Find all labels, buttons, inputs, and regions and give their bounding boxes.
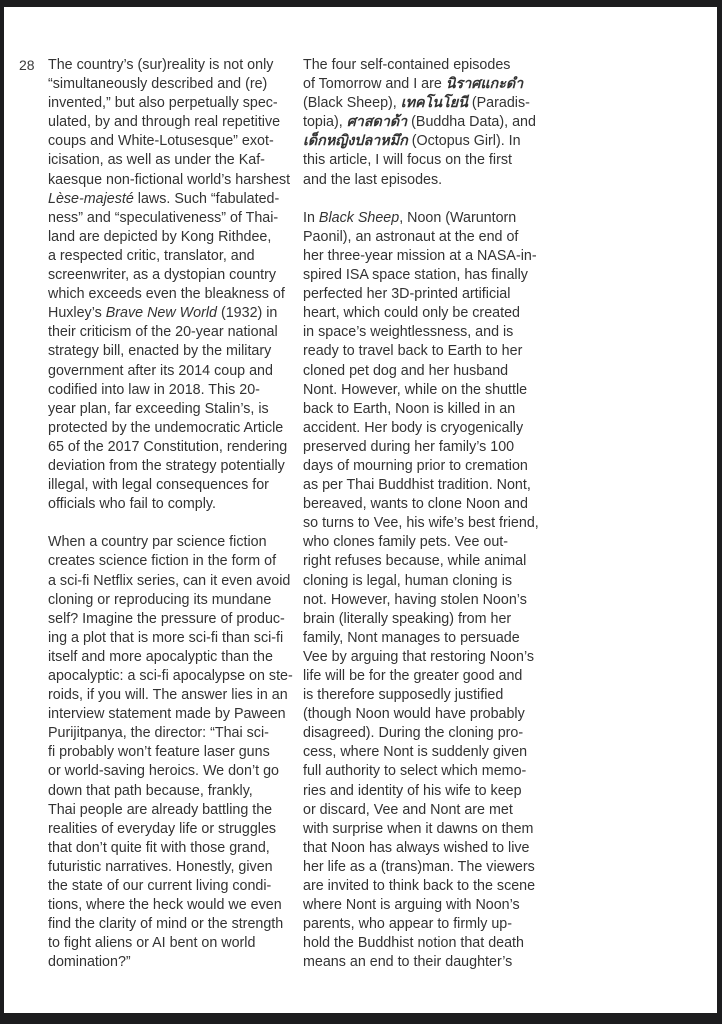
text-line: officials who fail to comply. [48,496,216,513]
text-line: ries and identity of his wife to keep [303,782,522,799]
text-line: cess, where Nont is suddenly given [303,744,528,761]
text-line: futuristic narratives. Honestly, given [48,858,273,875]
text-line: not. However, having stolen Noon’s [303,591,527,608]
text-line: or discard, Vee and Nont are met [303,801,513,818]
text-line: land are depicted by Kong Rithdee, [48,228,272,245]
text-line: days of mourning prior to cremation [303,457,528,474]
text-line: right refuses because, while animal [303,553,527,570]
text-line: life will be for the greater good and [303,668,523,684]
text-run: (Black Sheep), [303,95,401,112]
right-column [303,56,553,973]
text-line: “simultaneously described and (re) [48,76,268,93]
text-line: itself and more apocalyptic than the [48,648,273,665]
text-line: cloned pet dog and her husband [303,362,509,379]
text-run: Huxley’s [48,305,106,322]
text-line: preserved during her family’s 100 [303,438,515,455]
text-run: of Tomorrow and I are [303,76,446,93]
text-line: that Noon has always wished to live [303,839,530,856]
text-line: hold the Buddhist notion that death [303,935,524,952]
paragraph [303,56,553,190]
text-line: The four self-contained episodes [303,57,511,73]
text-run: , Noon (Waruntorn [399,209,517,226]
text-line: self? Imagine the pressure of produc- [48,610,285,627]
text-line: The country’s (sur)reality is not only [48,57,274,73]
text-line: domination?” [48,954,131,971]
text-line: Thai people are already battling the [48,801,273,818]
paragraph-gap [303,190,553,209]
text-line: kaesque non-fictional world’s harshest [48,171,291,188]
thai-title: เทคโนโยนี [400,95,468,112]
text-line: screenwriter, as a dystopian country [48,267,277,284]
text-line: cloning is legal, human cloning is [303,572,513,589]
text-line: illegal, with legal consequences for [48,477,269,494]
text-line: Vee by arguing that restoring Noon’s [303,648,535,665]
paragraph [48,533,298,972]
document-page [4,7,717,1013]
text-line: fi probably won’t feature laser guns [48,744,270,761]
text-line: Nont. However, while on the shuttle [303,381,528,398]
text-line: her life as a (trans)man. The viewers [303,858,535,875]
text-line: (though Noon would have probably [303,706,525,723]
text-line: back to Earth, Noon is killed in an [303,400,516,417]
text-line: accident. Her body is cryogenically [303,419,524,436]
text-line [303,113,553,132]
paragraph [48,56,298,514]
text-line: brain (literally speaking) from her [303,610,512,627]
text-line: bereaved, wants to clone Noon and [303,496,528,513]
italic-text: Black Sheep [318,209,400,226]
text-run: (Paradis- [467,95,530,112]
text-line: year plan, far exceeding Stalin’s, is [48,400,269,417]
text-line: is therefore supposedly justified [303,687,504,704]
thai-title: เด็กหญิงปลาหมึก [303,133,408,150]
text-line: disagreed). During the cloning pro- [303,725,524,742]
page-number: 28 [19,57,35,73]
text-run: laws. Such “fabulated- [133,190,280,207]
paragraph-gap [48,514,298,533]
thai-title: ศาสดาด้า [346,114,408,131]
left-column [48,56,298,973]
text-line: as per Thai Buddhist tradition. Nont, [303,477,531,494]
text-line: find the clarity of mind or the strength [48,916,284,933]
text-line: strategy bill, enacted by the military [48,343,272,360]
text-line: so turns to Vee, his wife’s best friend, [303,515,539,532]
text-line: where Nont is arguing with Noon’s [303,897,520,914]
text-run: In [303,209,319,226]
text-line: her three-year mission at a NASA-in- [303,247,537,264]
text-line: ready to travel back to Earth to her [303,343,523,360]
text-line: Purijitpanya, the director: “Thai sci- [48,725,269,742]
text-line: who clones family pets. Vee out- [303,534,509,551]
text-line: codified into law in 2018. This 20- [48,381,260,398]
text-line: government after its 2014 coup and [48,362,273,379]
text-line [48,304,298,323]
text-line: ness” and “speculativeness” of Thai- [48,209,279,226]
text-line: protected by the undemocratic Article [48,419,284,436]
text-line: ing a plot that is more sci-fi than sci-fi [48,629,284,646]
text-run: topia), [303,114,347,131]
text-line: are invited to think back to the scene [303,878,536,895]
text-line: to fight aliens or AI bent on world [48,935,256,952]
text-line: with surprise when it dawns on them [303,820,534,837]
text-line: invented,” but also perpetually spec- [48,95,278,112]
text-line [303,209,553,228]
text-line: interview statement made by Paween [48,706,286,723]
text-line: apocalyptic: a sci-fi apocalypse on ste- [48,668,293,684]
text-line: Paonil), an astronaut at the end of [303,228,519,245]
text-line: full authority to select which memo- [303,763,527,780]
text-line: cloning or reproducing its mundane [48,591,272,608]
paragraph [303,209,553,973]
text-run: (1932) in [216,305,278,322]
text-line: perfected her 3D-printed artificial [303,286,511,303]
text-line: and the last episodes. [303,171,443,188]
text-line: roids, if you will. The answer lies in an [48,687,288,704]
text-line: a respected critic, translator, and [48,247,255,264]
text-line: a sci-fi Netflix series, can it even avoid [48,572,291,589]
text-line: 65 of the 2017 Constitution, rendering [48,438,288,455]
text-line: down that path because, frankly, [48,782,253,799]
text-line: coups and White-Lotusesque” exot- [48,133,274,150]
text-line: means an end to their daughter’s [303,954,513,971]
text-line: in space’s weightlessness, and is [303,324,514,341]
text-line: When a country par science fiction [48,534,267,551]
text-line: spired ISA space station, has finally [303,267,528,284]
text-line: that don’t quite fit with those grand, [48,839,270,856]
text-line: heart, which could only be created [303,305,520,322]
text-line: this article, I will focus on the first [303,152,512,169]
text-line [48,190,298,209]
text-line: icisation, as well as under the Kaf- [48,152,265,169]
text-run: (Buddha Data), and [407,114,536,131]
text-line [303,132,553,151]
text-line: their criticism of the 20-year national [48,324,278,341]
text-run: (Octopus Girl). In [407,133,521,150]
thai-title: นิราศแกะดำ [445,76,524,93]
text-line: realities of everyday life or struggles [48,820,277,837]
text-line: or world-saving heroics. We don’t go [48,763,279,780]
text-line: creates science fiction in the form of [48,553,277,570]
text-line: deviation from the strategy potentially [48,457,285,474]
text-line: ulated, by and through real repetitive [48,114,281,131]
text-line: family, Nont manages to persuade [303,629,520,646]
text-line: which exceeds even the bleakness of [48,286,285,303]
text-line: parents, who appear to firmly up- [303,916,512,933]
text-line [303,75,553,94]
text-line [303,94,553,113]
text-line: tions, where the heck would we even [48,897,282,914]
text-line: the state of our current living condi- [48,878,272,895]
italic-text: Brave New World [105,305,217,322]
italic-text: Lèse-majesté [48,190,134,207]
